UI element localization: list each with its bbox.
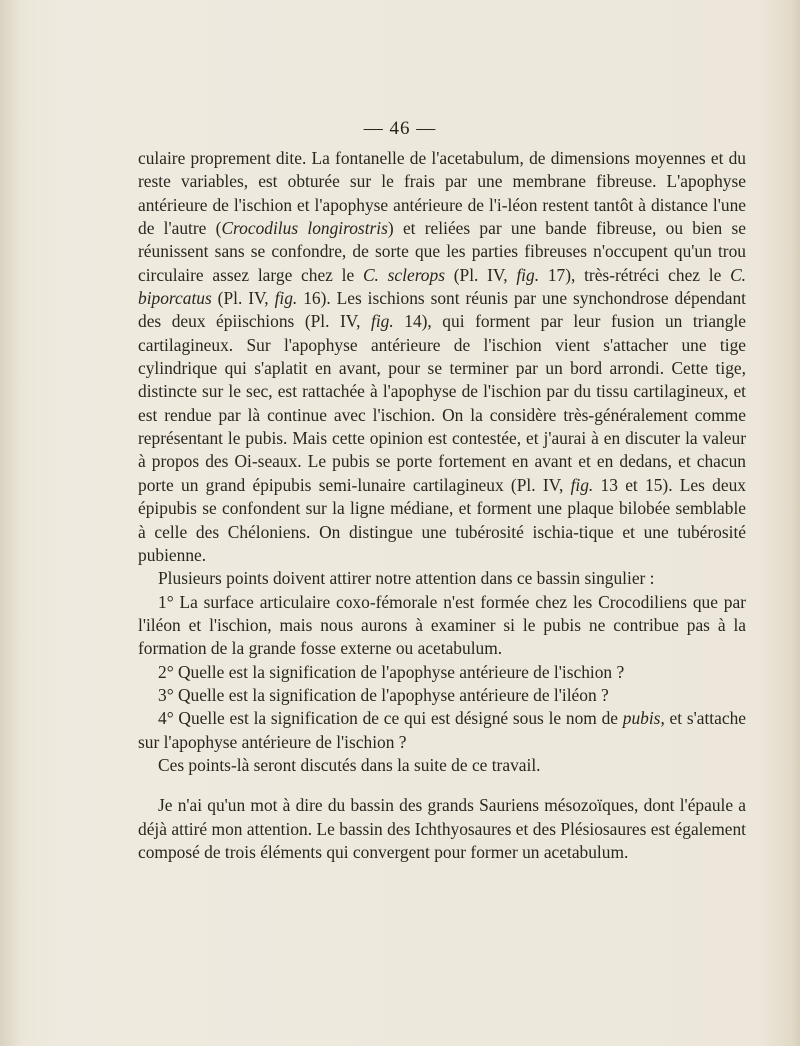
paragraph-6 — [138, 707, 746, 754]
paragraph-4 — [138, 661, 746, 684]
text-segment: 1° La surface articulaire coxo-fémorale n'est formée chez les Crocodiliens que par l'iléon et l'ischion, mais nous aurons à examiner si le pubis ne contribue pas à la formation de la grande fosse externe ou acetabulum. — [138, 591, 746, 659]
italic-text-segment: pubis — [622, 708, 661, 729]
italic-text-segment: fig. — [570, 474, 594, 495]
text-segment: Je n'ai qu'un mot à dire du bassin des grands Sauriens mésozoïques, dont l'épaule a déjà attiré mon attention. Le bassin des Ichthyosaures et des Plésiosaures est également composé de trois éléments qui convergent pour former un acetabulum. — [138, 795, 746, 862]
italic-text-segment: fig. — [516, 264, 540, 285]
text-segment: ) et reliées par une bande fibreuse, ou bien se réunissent sans se confondre, de sorte que les parties fibreuses n'occupent qu'un trou circulaire assez large chez le — [138, 218, 746, 285]
italic-text-segment: C. sclerops — [362, 264, 445, 285]
text-segment: Plusieurs points doivent attirer notre attention dans ce bassin singulier : — [158, 568, 655, 589]
text-segment: (Pl. IV, — [444, 264, 517, 285]
paragraph-7 — [138, 754, 746, 777]
text-segment: 13 et 15). Les deux épipubis se confondent sur la ligne médiane, et forment une plaque bilobée semblable à celle des Chéloniens. On distingue une tubérosité ischia-tique et une tubérosité pubienne. — [138, 474, 746, 565]
paragraph-2 — [138, 567, 746, 590]
text-segment: 4° Quelle est la signification de ce qui est désigné sous le nom de — [158, 708, 623, 729]
page-number: — 46 — — [363, 118, 437, 139]
italic-text-segment: fig. — [371, 311, 394, 332]
italic-text-segment: C. biporcatus — [138, 264, 747, 309]
text-segment: 17), très-rétréci chez le — [539, 264, 731, 285]
text-segment: Ces points-là seront discutés dans la suite de ce travail. — [158, 754, 541, 775]
text-segment: 14), qui forment par leur fusion un triangle cartilagineux. Sur l'apophyse antérieure de l'ischion vient s'attacher une tige cylindrique qui s'aplatit en avant, pour se terminer par un bord arrondi. Cette tige, distincte sur le sec, est rattachée à l'apophyse de l'ischion par du tissu cartilagineux, et est rendue par là continue avec l'ischion. On la considère très-généralement comme représentant le pubis. Mais cette opinion est contestée, et j'aurai à en discuter la valeur à propos des Oi-seaux. Le pubis se porte fortement en avant et en dedans, et chacun porte un grand épipubis semi-lunaire cartilagineux (Pl. IV, — [138, 311, 746, 495]
text-segment: 2° Quelle est la signification de l'apophyse antérieure de l'ischion ? — [158, 661, 625, 682]
text-segment: culaire proprement dite. La fontanelle de l'acetabulum, de dimensions moyennes et du reste variables, est obturée sur le frais par une membrane fibreuse. L'apophyse antérieure de l'ischion et l'apophyse antérieure de l'i-léon restent tantôt à distance l'une de l'autre ( — [138, 148, 746, 239]
text-segment: (Pl. IV, — [211, 288, 275, 309]
paragraph-3 — [138, 591, 746, 661]
italic-text-segment: fig. — [274, 288, 298, 309]
italic-text-segment: Crocodilus longirostris — [221, 218, 388, 239]
text-segment: , et s'attache sur l'apophyse antérieure de l'ischion ? — [138, 708, 746, 752]
paragraph-8 — [138, 794, 746, 864]
paragraph-5 — [138, 684, 746, 707]
body-text — [138, 147, 746, 864]
text-segment: 3° Quelle est la signification de l'apophyse antérieure de l'iléon ? — [158, 684, 609, 705]
text-segment: 16). Les ischions sont réunis par une synchondrose dépendant des deux épiischions (Pl. IV, — [138, 288, 746, 332]
paragraph-1 — [138, 147, 746, 567]
